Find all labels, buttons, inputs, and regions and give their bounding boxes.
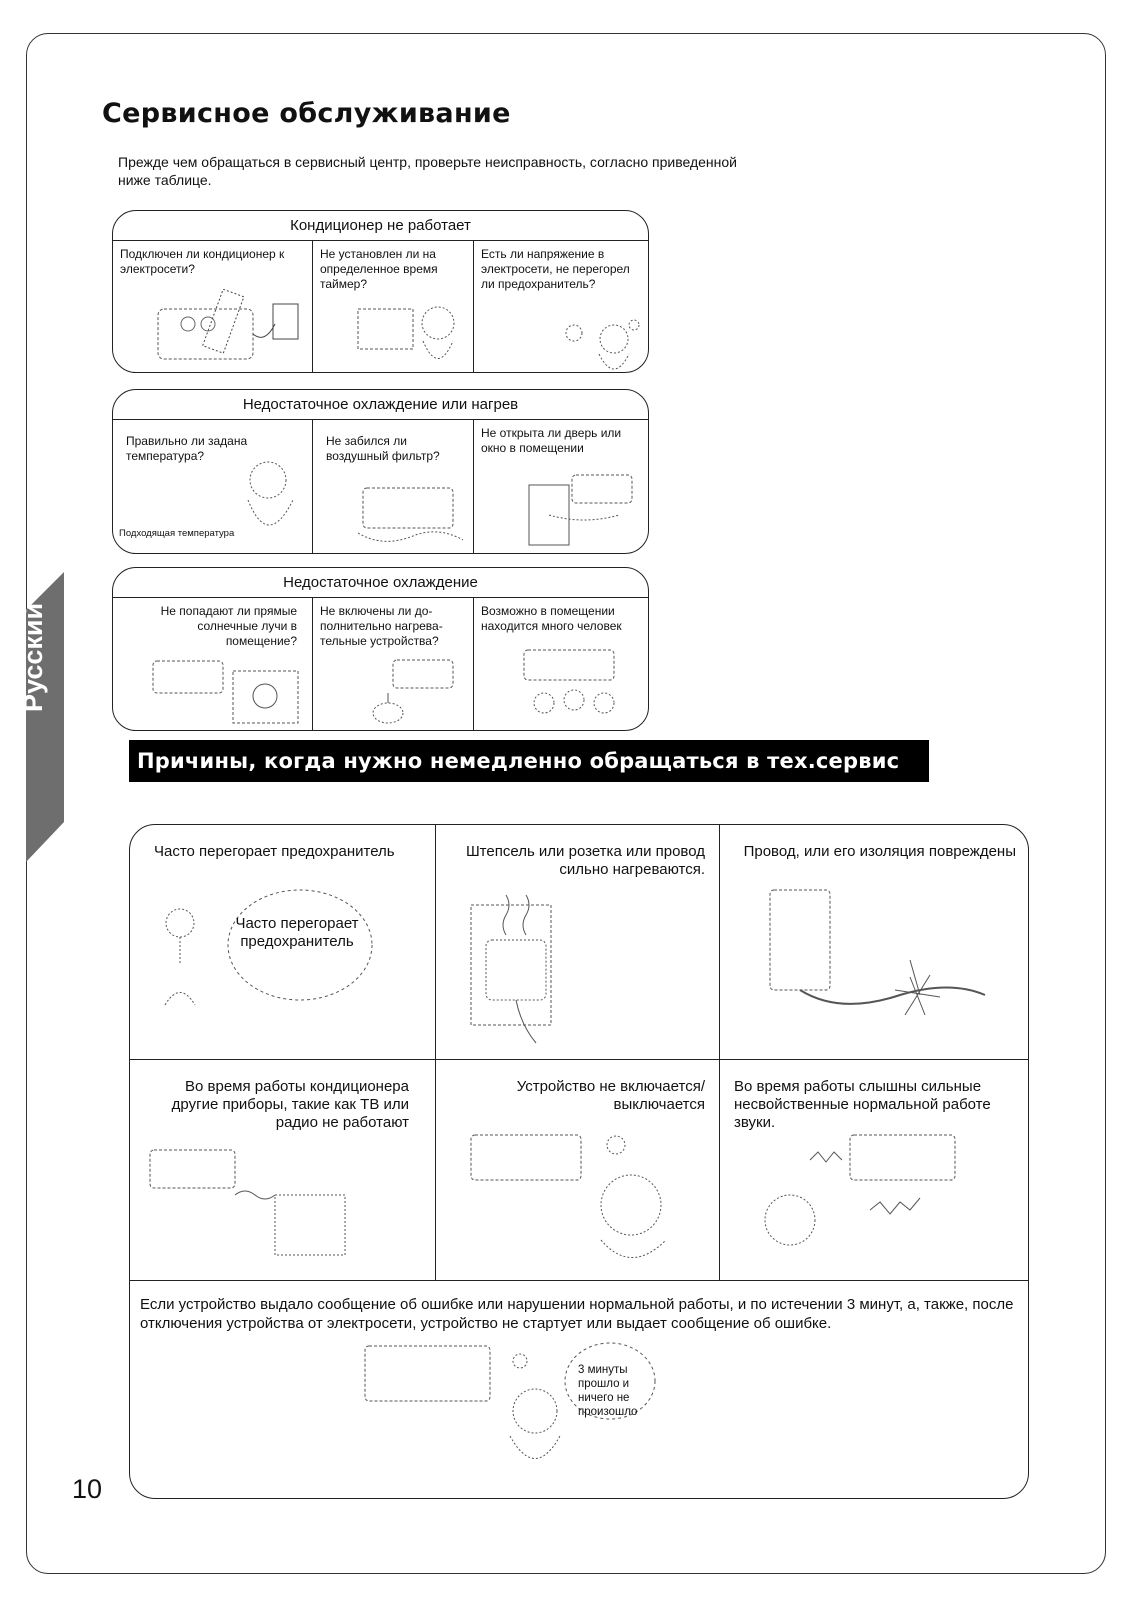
- reason-text: Устройство не включается/выключается: [516, 1078, 705, 1113]
- open-window-illustration: [524, 470, 639, 550]
- check-cell-sunlight: [113, 598, 313, 730]
- check-cell-timer: [313, 241, 474, 372]
- check-cell-door-window: [474, 420, 647, 553]
- damaged-cable-illustration: [760, 885, 990, 1035]
- fuse-bubble-illustration: [140, 885, 380, 1035]
- check-table-not-working: [112, 210, 649, 373]
- crowd-illustration: [514, 648, 644, 728]
- reason-not-switching: [436, 1060, 720, 1280]
- reason-text: Во время работы слышны сильные несвойственные нормальной работе звуки.: [734, 1078, 991, 1131]
- check-cell-filter: [313, 420, 474, 553]
- check-cell-text: Подключен ли кондиционер к электросети?: [120, 247, 285, 276]
- check-cell-heaters: [313, 598, 474, 730]
- language-tab-label: Русский: [18, 602, 48, 712]
- check-cell-text: Не попадают ли прямые солнечные лучи в помещение?: [160, 604, 297, 648]
- error-bubble-text: 3 минуты прошло и ничего не произошло: [578, 1364, 638, 1418]
- reason-noise: [720, 1060, 1029, 1280]
- reason-text: Провод, или его изоляция повреждены: [743, 843, 1016, 860]
- reason-cable-damaged: [720, 825, 1029, 1059]
- check-cell-text: Не включены ли до-полнительно нагрева-тельные устройства?: [320, 604, 443, 648]
- fuse-bubble-text: Часто перегорает предохранитель: [235, 915, 359, 950]
- check-cell-many-people: [474, 598, 647, 730]
- reasons-row-1: [130, 825, 1028, 1060]
- check-table-heading: Недостаточное охлаждение: [113, 568, 648, 598]
- tv-interference-illustration: [145, 1145, 415, 1270]
- air-filter-illustration: [353, 478, 468, 548]
- check-cell-text: Не открыта ли дверь или окно в помещении: [481, 426, 622, 455]
- check-cell-text: Не установлен ли на определенное время таймер?: [320, 247, 438, 291]
- check-cell-temperature: [113, 420, 313, 553]
- hot-plug-illustration: [466, 885, 586, 1045]
- urgent-service-heading: Причины, когда нужно немедленно обращаться в тех.сервис: [129, 740, 929, 782]
- temperature-girl-illustration: [223, 450, 308, 545]
- reason-interference: [130, 1060, 436, 1280]
- ac-plug-illustration: [153, 289, 303, 369]
- check-cell-power: [113, 241, 313, 372]
- check-cell-voltage: [474, 241, 647, 372]
- page-number: 10: [72, 1474, 103, 1504]
- reason-text: Часто перегорает предохранитель: [154, 843, 395, 860]
- check-cell-text: Возможно в помещении находится много человек: [481, 604, 622, 633]
- check-table-poor-cooling: [112, 567, 649, 731]
- reasons-row-2: [130, 1060, 1028, 1281]
- check-table-heading: Кондиционер не работает: [113, 211, 648, 241]
- reason-error-message: [130, 1281, 1028, 1499]
- check-cell-text: Правильно ли задана температура?: [126, 434, 248, 463]
- check-cell-text: Не забился ли воздушный фильтр?: [326, 434, 440, 463]
- suitable-temperature-label: Подходящая температура: [119, 528, 235, 539]
- timer-girl-illustration: [353, 301, 468, 373]
- check-table-poor-cooling-heating: [112, 389, 649, 554]
- reason-text: Штепсель или розетка или провод сильно нагреваются.: [465, 843, 705, 878]
- intro-text: Прежде чем обращаться в сервисный центр, проверьте неисправность, согласно приведенной ниже таблице.: [118, 154, 737, 188]
- sunlight-illustration: [148, 656, 308, 726]
- heater-illustration: [363, 658, 463, 728]
- page-title: Сервисное обслуживание: [102, 98, 511, 129]
- remote-girl-illustration: [466, 1130, 686, 1270]
- noise-girl-illustration: [750, 1130, 1000, 1270]
- service-reasons-table: [129, 824, 1029, 1499]
- reason-text: Во время работы кондиционера другие приборы, такие как ТВ или радио не работают: [171, 1078, 409, 1131]
- check-cell-text: Есть ли напряжение в электросети, не перегорел ли предохранитель?: [481, 247, 630, 291]
- check-table-heading: Недостаточное охлаждение или нагрев: [113, 390, 648, 420]
- reason-fuse: [130, 825, 436, 1059]
- reason-text: Если устройство выдало сообщение об ошибке или нарушении нормальной работы, и по истечении 3 минут, а, также, после отключения устройства от электросети, устройство не стартует или выдает сообщение об ошибке.: [140, 1296, 1014, 1332]
- fuse-girl-illustration: [554, 319, 644, 373]
- reason-plug-hot: [436, 825, 720, 1059]
